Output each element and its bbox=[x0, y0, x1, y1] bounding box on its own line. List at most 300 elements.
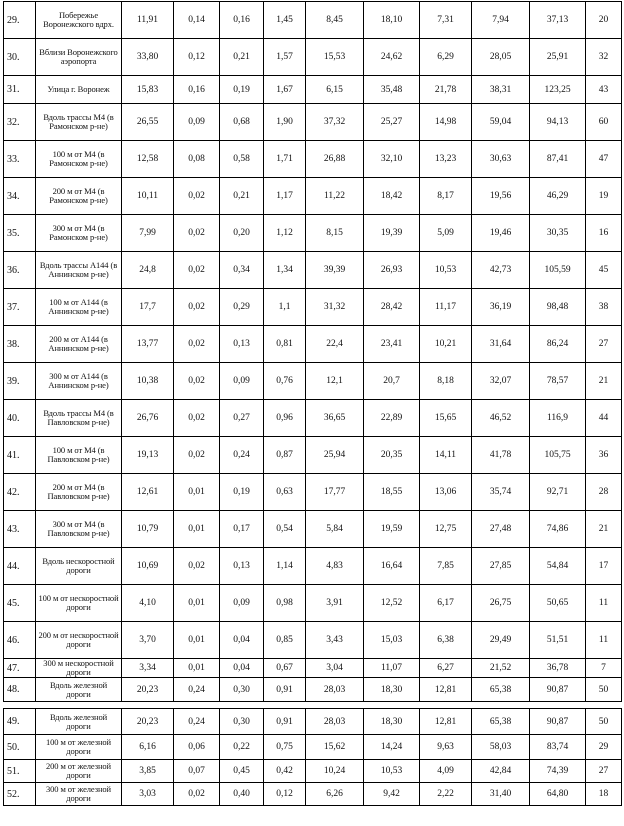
value-cell: 0,02 bbox=[174, 326, 220, 363]
value-cell: 20,7 bbox=[364, 363, 420, 400]
table-row bbox=[4, 659, 622, 678]
value-cell: 19,59 bbox=[364, 511, 420, 548]
table-row bbox=[4, 141, 622, 178]
value-cell: 90,87 bbox=[530, 709, 586, 735]
value-cell: 17 bbox=[586, 548, 622, 585]
value-cell: 35,74 bbox=[472, 474, 530, 511]
value-cell: 116,9 bbox=[530, 400, 586, 437]
value-cell: 3,34 bbox=[122, 659, 174, 678]
value-cell: 123,25 bbox=[530, 76, 586, 104]
value-cell: 0,02 bbox=[174, 178, 220, 215]
value-cell: 39,39 bbox=[306, 252, 364, 289]
value-cell: 0,02 bbox=[174, 363, 220, 400]
value-cell: 0,08 bbox=[174, 141, 220, 178]
value-cell: 3,70 bbox=[122, 622, 174, 659]
value-cell: 16,64 bbox=[364, 548, 420, 585]
location-cell: Вдоль трассы М4 (в Рамонском р-не) bbox=[36, 104, 122, 141]
value-cell: 8,45 bbox=[306, 2, 364, 39]
value-cell: 0,30 bbox=[220, 709, 264, 735]
location-cell: Побережье Воронежского вдрх. bbox=[36, 2, 122, 39]
value-cell: 1,90 bbox=[264, 104, 306, 141]
value-cell: 18,55 bbox=[364, 474, 420, 511]
value-cell: 18,30 bbox=[364, 678, 420, 702]
value-cell: 0,02 bbox=[174, 783, 220, 806]
value-cell: 3,43 bbox=[306, 622, 364, 659]
data-table-container bbox=[3, 1, 621, 806]
value-cell: 0,01 bbox=[174, 585, 220, 622]
value-cell: 0,81 bbox=[264, 326, 306, 363]
value-cell: 0,91 bbox=[264, 709, 306, 735]
value-cell: 6,27 bbox=[420, 659, 472, 678]
value-cell: 7,31 bbox=[420, 2, 472, 39]
value-cell: 36 bbox=[586, 437, 622, 474]
row-number: 47. bbox=[4, 659, 36, 678]
value-cell: 19,13 bbox=[122, 437, 174, 474]
value-cell: 15,53 bbox=[306, 39, 364, 76]
value-cell: 32,10 bbox=[364, 141, 420, 178]
value-cell: 0,29 bbox=[220, 289, 264, 326]
value-cell: 3,04 bbox=[306, 659, 364, 678]
value-cell: 60 bbox=[586, 104, 622, 141]
location-cell: Вдоль железной дороги bbox=[36, 678, 122, 702]
value-cell: 74,86 bbox=[530, 511, 586, 548]
value-cell: 7,99 bbox=[122, 215, 174, 252]
value-cell: 0,01 bbox=[174, 511, 220, 548]
value-cell: 0,02 bbox=[174, 289, 220, 326]
value-cell: 0,21 bbox=[220, 178, 264, 215]
value-cell: 6,16 bbox=[122, 735, 174, 760]
value-cell: 18,30 bbox=[364, 709, 420, 735]
value-cell: 0,98 bbox=[264, 585, 306, 622]
value-cell: 6,15 bbox=[306, 76, 364, 104]
value-cell: 0,01 bbox=[174, 659, 220, 678]
location-cell: Вдоль железной дороги bbox=[36, 709, 122, 735]
value-cell: 0,13 bbox=[220, 326, 264, 363]
value-cell: 0,45 bbox=[220, 760, 264, 783]
value-cell: 0,85 bbox=[264, 622, 306, 659]
value-cell: 0,02 bbox=[174, 252, 220, 289]
row-number: 45. bbox=[4, 585, 36, 622]
table-row bbox=[4, 735, 622, 760]
table-row bbox=[4, 437, 622, 474]
value-cell: 12,58 bbox=[122, 141, 174, 178]
value-cell: 27,48 bbox=[472, 511, 530, 548]
table-row bbox=[4, 363, 622, 400]
value-cell: 1,1 bbox=[264, 289, 306, 326]
value-cell: 17,77 bbox=[306, 474, 364, 511]
value-cell: 12,81 bbox=[420, 709, 472, 735]
value-cell: 92,71 bbox=[530, 474, 586, 511]
table-row bbox=[4, 252, 622, 289]
location-cell: Вдоль трассы М4 (в Павловском р-не) bbox=[36, 400, 122, 437]
value-cell: 1,57 bbox=[264, 39, 306, 76]
value-cell: 65,38 bbox=[472, 678, 530, 702]
location-cell: 300 м от А144 (в Аннинском р-не) bbox=[36, 363, 122, 400]
value-cell: 6,38 bbox=[420, 622, 472, 659]
value-cell: 0,30 bbox=[220, 678, 264, 702]
value-cell: 16 bbox=[586, 215, 622, 252]
value-cell: 51,51 bbox=[530, 622, 586, 659]
table-row bbox=[4, 39, 622, 76]
value-cell: 10,38 bbox=[122, 363, 174, 400]
table-body bbox=[4, 2, 622, 702]
row-number: 50. bbox=[4, 735, 36, 760]
value-cell: 5,84 bbox=[306, 511, 364, 548]
value-cell: 2,22 bbox=[420, 783, 472, 806]
value-cell: 24,8 bbox=[122, 252, 174, 289]
value-cell: 0,68 bbox=[220, 104, 264, 141]
value-cell: 9,63 bbox=[420, 735, 472, 760]
value-cell: 26,75 bbox=[472, 585, 530, 622]
value-cell: 15,62 bbox=[306, 735, 364, 760]
value-cell: 20,23 bbox=[122, 709, 174, 735]
table-row bbox=[4, 709, 622, 735]
row-number: 29. bbox=[4, 2, 36, 39]
row-number: 30. bbox=[4, 39, 36, 76]
table-row bbox=[4, 760, 622, 783]
value-cell: 13,23 bbox=[420, 141, 472, 178]
location-cell: Улица г. Воронеж bbox=[36, 76, 122, 104]
data-table-continued bbox=[3, 708, 622, 806]
value-cell: 1,45 bbox=[264, 2, 306, 39]
value-cell: 105,59 bbox=[530, 252, 586, 289]
value-cell: 6,17 bbox=[420, 585, 472, 622]
value-cell: 15,83 bbox=[122, 76, 174, 104]
value-cell: 29 bbox=[586, 735, 622, 760]
value-cell: 78,57 bbox=[530, 363, 586, 400]
value-cell: 15,03 bbox=[364, 622, 420, 659]
value-cell: 43 bbox=[586, 76, 622, 104]
value-cell: 74,39 bbox=[530, 760, 586, 783]
value-cell: 1,67 bbox=[264, 76, 306, 104]
location-cell: 100 м от А144 (в Аннинском р-не) bbox=[36, 289, 122, 326]
value-cell: 3,85 bbox=[122, 760, 174, 783]
value-cell: 0,54 bbox=[264, 511, 306, 548]
table-row bbox=[4, 104, 622, 141]
row-number: 51. bbox=[4, 760, 36, 783]
value-cell: 105,75 bbox=[530, 437, 586, 474]
value-cell: 30,63 bbox=[472, 141, 530, 178]
row-number: 44. bbox=[4, 548, 36, 585]
value-cell: 0,17 bbox=[220, 511, 264, 548]
location-cell: 100 м от нескоростной дороги bbox=[36, 585, 122, 622]
value-cell: 0,24 bbox=[220, 437, 264, 474]
value-cell: 32 bbox=[586, 39, 622, 76]
value-cell: 0,76 bbox=[264, 363, 306, 400]
value-cell: 35,48 bbox=[364, 76, 420, 104]
value-cell: 0,58 bbox=[220, 141, 264, 178]
value-cell: 36,65 bbox=[306, 400, 364, 437]
value-cell: 28 bbox=[586, 474, 622, 511]
row-number: 41. bbox=[4, 437, 36, 474]
value-cell: 41,78 bbox=[472, 437, 530, 474]
value-cell: 21,78 bbox=[420, 76, 472, 104]
table-row bbox=[4, 585, 622, 622]
value-cell: 0,09 bbox=[220, 363, 264, 400]
location-cell: Вблизи Воронежского аэропорта bbox=[36, 39, 122, 76]
value-cell: 28,03 bbox=[306, 709, 364, 735]
value-cell: 12,52 bbox=[364, 585, 420, 622]
value-cell: 1,34 bbox=[264, 252, 306, 289]
value-cell: 28,42 bbox=[364, 289, 420, 326]
value-cell: 26,88 bbox=[306, 141, 364, 178]
value-cell: 10,69 bbox=[122, 548, 174, 585]
value-cell: 32,07 bbox=[472, 363, 530, 400]
value-cell: 10,24 bbox=[306, 760, 364, 783]
value-cell: 0,27 bbox=[220, 400, 264, 437]
value-cell: 14,98 bbox=[420, 104, 472, 141]
value-cell: 26,76 bbox=[122, 400, 174, 437]
value-cell: 22,4 bbox=[306, 326, 364, 363]
value-cell: 27 bbox=[586, 326, 622, 363]
row-number: 42. bbox=[4, 474, 36, 511]
table-row bbox=[4, 289, 622, 326]
value-cell: 18 bbox=[586, 783, 622, 806]
location-cell: Вдоль нескоростной дороги bbox=[36, 548, 122, 585]
value-cell: 12,1 bbox=[306, 363, 364, 400]
value-cell: 87,41 bbox=[530, 141, 586, 178]
row-number: 39. bbox=[4, 363, 36, 400]
value-cell: 29,49 bbox=[472, 622, 530, 659]
value-cell: 28,03 bbox=[306, 678, 364, 702]
value-cell: 42,73 bbox=[472, 252, 530, 289]
value-cell: 6,26 bbox=[306, 783, 364, 806]
value-cell: 0,02 bbox=[174, 400, 220, 437]
value-cell: 0,67 bbox=[264, 659, 306, 678]
row-number: 34. bbox=[4, 178, 36, 215]
location-cell: 100 м от железной дороги bbox=[36, 735, 122, 760]
value-cell: 0,75 bbox=[264, 735, 306, 760]
value-cell: 44 bbox=[586, 400, 622, 437]
value-cell: 0,09 bbox=[174, 104, 220, 141]
value-cell: 0,21 bbox=[220, 39, 264, 76]
value-cell: 25,94 bbox=[306, 437, 364, 474]
value-cell: 31,40 bbox=[472, 783, 530, 806]
value-cell: 30,35 bbox=[530, 215, 586, 252]
row-number: 38. bbox=[4, 326, 36, 363]
value-cell: 0,12 bbox=[174, 39, 220, 76]
location-cell: 300 м нескоростной дороги bbox=[36, 659, 122, 678]
value-cell: 0,04 bbox=[220, 622, 264, 659]
value-cell: 25,91 bbox=[530, 39, 586, 76]
value-cell: 33,80 bbox=[122, 39, 174, 76]
row-number: 48. bbox=[4, 678, 36, 702]
value-cell: 0,02 bbox=[174, 437, 220, 474]
value-cell: 46,29 bbox=[530, 178, 586, 215]
row-number: 32. bbox=[4, 104, 36, 141]
value-cell: 11 bbox=[586, 622, 622, 659]
value-cell: 0,07 bbox=[174, 760, 220, 783]
value-cell: 19 bbox=[586, 178, 622, 215]
value-cell: 28,05 bbox=[472, 39, 530, 76]
location-cell: 300 м от железной дороги bbox=[36, 783, 122, 806]
value-cell: 86,24 bbox=[530, 326, 586, 363]
value-cell: 3,03 bbox=[122, 783, 174, 806]
value-cell: 7,85 bbox=[420, 548, 472, 585]
value-cell: 25,27 bbox=[364, 104, 420, 141]
value-cell: 42,84 bbox=[472, 760, 530, 783]
table-row bbox=[4, 178, 622, 215]
value-cell: 21 bbox=[586, 363, 622, 400]
value-cell: 0,24 bbox=[174, 678, 220, 702]
location-cell: 200 м от нескоростной дороги bbox=[36, 622, 122, 659]
value-cell: 37,32 bbox=[306, 104, 364, 141]
value-cell: 9,42 bbox=[364, 783, 420, 806]
value-cell: 19,39 bbox=[364, 215, 420, 252]
value-cell: 0,01 bbox=[174, 622, 220, 659]
value-cell: 36,78 bbox=[530, 659, 586, 678]
value-cell: 90,87 bbox=[530, 678, 586, 702]
value-cell: 3,91 bbox=[306, 585, 364, 622]
value-cell: 27,85 bbox=[472, 548, 530, 585]
value-cell: 38,31 bbox=[472, 76, 530, 104]
location-cell: 200 м от железной дороги bbox=[36, 760, 122, 783]
value-cell: 65,38 bbox=[472, 709, 530, 735]
value-cell: 64,80 bbox=[530, 783, 586, 806]
row-number: 49. bbox=[4, 709, 36, 735]
value-cell: 4,10 bbox=[122, 585, 174, 622]
value-cell: 10,53 bbox=[420, 252, 472, 289]
value-cell: 0,02 bbox=[174, 215, 220, 252]
location-cell: 300 м от М4 (в Рамонском р-не) bbox=[36, 215, 122, 252]
value-cell: 19,56 bbox=[472, 178, 530, 215]
table-row bbox=[4, 400, 622, 437]
location-cell: 300 м от М4 (в Павловском р-не) bbox=[36, 511, 122, 548]
table-row bbox=[4, 2, 622, 39]
row-number: 37. bbox=[4, 289, 36, 326]
value-cell: 94,13 bbox=[530, 104, 586, 141]
value-cell: 0,19 bbox=[220, 76, 264, 104]
value-cell: 0,91 bbox=[264, 678, 306, 702]
value-cell: 0,22 bbox=[220, 735, 264, 760]
value-cell: 83,74 bbox=[530, 735, 586, 760]
value-cell: 1,14 bbox=[264, 548, 306, 585]
value-cell: 15,65 bbox=[420, 400, 472, 437]
value-cell: 8,15 bbox=[306, 215, 364, 252]
value-cell: 0,13 bbox=[220, 548, 264, 585]
table-row bbox=[4, 783, 622, 806]
location-cell: Вдоль трассы А144 (в Аннинском р-не) bbox=[36, 252, 122, 289]
value-cell: 7,94 bbox=[472, 2, 530, 39]
value-cell: 1,71 bbox=[264, 141, 306, 178]
value-cell: 24,62 bbox=[364, 39, 420, 76]
value-cell: 11,22 bbox=[306, 178, 364, 215]
value-cell: 45 bbox=[586, 252, 622, 289]
location-cell: 200 м от М4 (в Павловском р-не) bbox=[36, 474, 122, 511]
row-number: 40. bbox=[4, 400, 36, 437]
value-cell: 98,48 bbox=[530, 289, 586, 326]
value-cell: 13,06 bbox=[420, 474, 472, 511]
value-cell: 12,61 bbox=[122, 474, 174, 511]
table-row bbox=[4, 511, 622, 548]
value-cell: 8,18 bbox=[420, 363, 472, 400]
row-number: 46. bbox=[4, 622, 36, 659]
value-cell: 22,89 bbox=[364, 400, 420, 437]
value-cell: 31,32 bbox=[306, 289, 364, 326]
value-cell: 0,09 bbox=[220, 585, 264, 622]
value-cell: 21 bbox=[586, 511, 622, 548]
value-cell: 0,02 bbox=[174, 548, 220, 585]
value-cell: 50 bbox=[586, 709, 622, 735]
value-cell: 0,24 bbox=[174, 709, 220, 735]
row-number: 31. bbox=[4, 76, 36, 104]
value-cell: 20 bbox=[586, 2, 622, 39]
value-cell: 54,84 bbox=[530, 548, 586, 585]
value-cell: 14,11 bbox=[420, 437, 472, 474]
value-cell: 46,52 bbox=[472, 400, 530, 437]
location-cell: 200 м от М4 (в Рамонском р-не) bbox=[36, 178, 122, 215]
value-cell: 8,17 bbox=[420, 178, 472, 215]
value-cell: 59,04 bbox=[472, 104, 530, 141]
value-cell: 11,17 bbox=[420, 289, 472, 326]
value-cell: 31,64 bbox=[472, 326, 530, 363]
value-cell: 58,03 bbox=[472, 735, 530, 760]
value-cell: 4,83 bbox=[306, 548, 364, 585]
table-row bbox=[4, 76, 622, 104]
value-cell: 0,42 bbox=[264, 760, 306, 783]
value-cell: 21,52 bbox=[472, 659, 530, 678]
row-number: 33. bbox=[4, 141, 36, 178]
value-cell: 18,42 bbox=[364, 178, 420, 215]
table-row bbox=[4, 622, 622, 659]
table-row bbox=[4, 548, 622, 585]
value-cell: 11 bbox=[586, 585, 622, 622]
location-cell: 100 м от М4 (в Рамонском р-не) bbox=[36, 141, 122, 178]
value-cell: 10,11 bbox=[122, 178, 174, 215]
value-cell: 20,23 bbox=[122, 678, 174, 702]
table-body-continued bbox=[4, 709, 622, 806]
table-row bbox=[4, 215, 622, 252]
value-cell: 5,09 bbox=[420, 215, 472, 252]
value-cell: 19,46 bbox=[472, 215, 530, 252]
value-cell: 4,09 bbox=[420, 760, 472, 783]
value-cell: 0,34 bbox=[220, 252, 264, 289]
value-cell: 37,13 bbox=[530, 2, 586, 39]
value-cell: 0,87 bbox=[264, 437, 306, 474]
value-cell: 11,07 bbox=[364, 659, 420, 678]
value-cell: 26,93 bbox=[364, 252, 420, 289]
value-cell: 0,12 bbox=[264, 783, 306, 806]
value-cell: 18,10 bbox=[364, 2, 420, 39]
value-cell: 36,19 bbox=[472, 289, 530, 326]
value-cell: 20,35 bbox=[364, 437, 420, 474]
value-cell: 0,14 bbox=[174, 2, 220, 39]
row-number: 35. bbox=[4, 215, 36, 252]
value-cell: 12,75 bbox=[420, 511, 472, 548]
value-cell: 0,63 bbox=[264, 474, 306, 511]
table-row bbox=[4, 474, 622, 511]
data-table bbox=[3, 1, 622, 702]
value-cell: 13,77 bbox=[122, 326, 174, 363]
value-cell: 11,91 bbox=[122, 2, 174, 39]
value-cell: 0,06 bbox=[174, 735, 220, 760]
row-number: 52. bbox=[4, 783, 36, 806]
value-cell: 50,65 bbox=[530, 585, 586, 622]
value-cell: 38 bbox=[586, 289, 622, 326]
table-row bbox=[4, 678, 622, 702]
location-cell: 100 м от М4 (в Павловском р-не) bbox=[36, 437, 122, 474]
value-cell: 10,53 bbox=[364, 760, 420, 783]
value-cell: 47 bbox=[586, 141, 622, 178]
value-cell: 0,04 bbox=[220, 659, 264, 678]
value-cell: 26,55 bbox=[122, 104, 174, 141]
value-cell: 10,21 bbox=[420, 326, 472, 363]
value-cell: 0,96 bbox=[264, 400, 306, 437]
value-cell: 6,29 bbox=[420, 39, 472, 76]
value-cell: 23,41 bbox=[364, 326, 420, 363]
value-cell: 14,24 bbox=[364, 735, 420, 760]
location-cell: 200 м от А144 (в Аннинском р-не) bbox=[36, 326, 122, 363]
